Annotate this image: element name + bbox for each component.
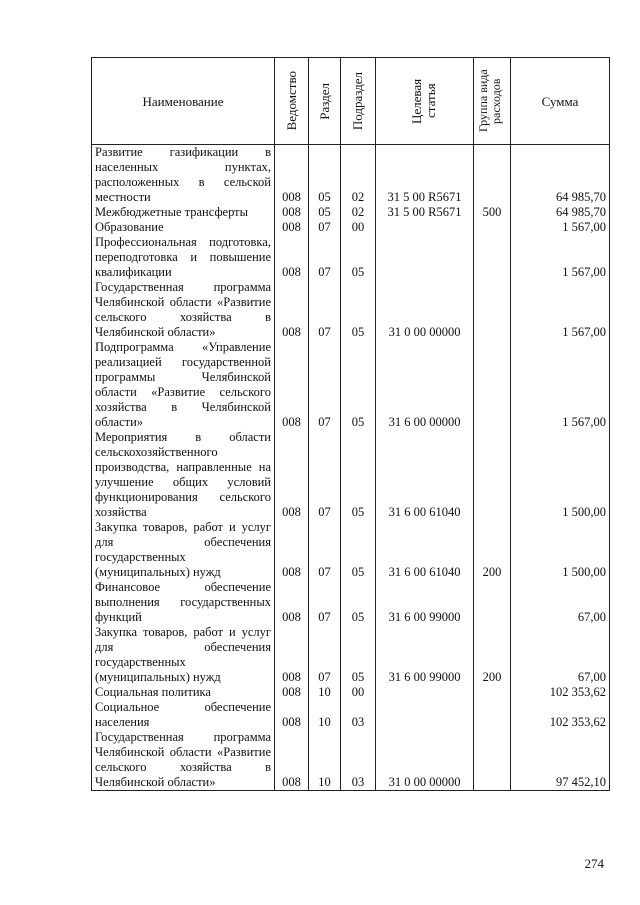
row-celevaya: 31 0 00 00000 [376, 730, 474, 791]
row-podrazdel: 02 [341, 145, 376, 206]
row-name: Закупка товаров, работ и услуг для обеспечения государственных (муниципальных) нужд [92, 625, 275, 685]
row-name: Государственная программа Челябинской области «Развитие сельского хозяйства в Челябинской области» [92, 730, 275, 791]
row-celevaya: 31 6 00 61040 [376, 520, 474, 580]
header-razdel-label: Раздел [316, 82, 332, 120]
row-gruppa [474, 580, 511, 625]
row-celevaya: 31 6 00 00000 [376, 340, 474, 430]
row-celevaya [376, 700, 474, 730]
table-header [92, 58, 610, 145]
row-podrazdel: 05 [341, 280, 376, 340]
row-gruppa [474, 685, 511, 700]
row-summa: 1 567,00 [511, 280, 610, 340]
row-podrazdel: 03 [341, 730, 376, 791]
header-vedomstvo [275, 58, 309, 145]
row-razdel: 05 [309, 145, 341, 206]
row-podrazdel: 05 [341, 235, 376, 280]
row-razdel: 05 [309, 205, 341, 220]
table-row [92, 220, 610, 235]
table-body [92, 145, 610, 791]
header-celevaya [376, 58, 474, 145]
header-summa [511, 58, 610, 145]
row-vedomstvo: 008 [275, 685, 309, 700]
row-razdel: 07 [309, 340, 341, 430]
row-vedomstvo: 008 [275, 235, 309, 280]
row-name: Межбюджетные трансферты [92, 205, 275, 220]
row-vedomstvo: 008 [275, 145, 309, 206]
row-summa: 1 567,00 [511, 220, 610, 235]
row-summa: 1 567,00 [511, 340, 610, 430]
header-vedomstvo-label: Ведомство [283, 71, 299, 131]
row-celevaya: 31 5 00 R5671 [376, 205, 474, 220]
header-podrazdel-label: Подраздел [350, 71, 365, 131]
table-row [92, 625, 610, 685]
row-podrazdel: 00 [341, 685, 376, 700]
row-razdel: 07 [309, 220, 341, 235]
row-gruppa [474, 145, 511, 206]
table-row [92, 235, 610, 280]
row-name: Социальная политика [92, 685, 275, 700]
row-vedomstvo: 008 [275, 340, 309, 430]
row-podrazdel: 05 [341, 625, 376, 685]
row-celevaya: 31 6 00 61040 [376, 430, 474, 520]
row-summa: 67,00 [511, 580, 610, 625]
row-summa: 97 452,10 [511, 730, 610, 791]
row-vedomstvo: 008 [275, 220, 309, 235]
row-vedomstvo: 008 [275, 580, 309, 625]
row-razdel: 07 [309, 430, 341, 520]
row-summa: 102 353,62 [511, 685, 610, 700]
header-name [92, 58, 275, 145]
row-celevaya [376, 685, 474, 700]
row-celevaya: 31 5 00 R5671 [376, 145, 474, 206]
row-summa: 1 500,00 [511, 430, 610, 520]
table-row [92, 730, 610, 791]
row-podrazdel: 03 [341, 700, 376, 730]
row-podrazdel: 05 [341, 520, 376, 580]
row-razdel: 07 [309, 235, 341, 280]
row-razdel: 07 [309, 280, 341, 340]
header-razdel [309, 58, 341, 145]
row-celevaya: 31 6 00 99000 [376, 580, 474, 625]
row-summa: 102 353,62 [511, 700, 610, 730]
row-podrazdel: 02 [341, 205, 376, 220]
table-row [92, 700, 610, 730]
table-row [92, 430, 610, 520]
row-razdel: 10 [309, 685, 341, 700]
row-podrazdel: 00 [341, 220, 376, 235]
header-podrazdel [341, 58, 376, 145]
row-summa: 1 567,00 [511, 235, 610, 280]
row-gruppa: 200 [474, 520, 511, 580]
row-name: Закупка товаров, работ и услуг для обеспечения государственных (муниципальных) нужд [92, 520, 275, 580]
header-celevaya-label: Целевая статья [408, 78, 438, 124]
row-vedomstvo: 008 [275, 625, 309, 685]
row-podrazdel: 05 [341, 430, 376, 520]
row-summa: 64 985,70 [511, 145, 610, 206]
table-row [92, 145, 610, 206]
row-name: Развитие газификации в населенных пунктах, расположенных в сельской местности [92, 145, 275, 206]
table-row [92, 340, 610, 430]
row-razdel: 07 [309, 520, 341, 580]
row-name: Мероприятия в области сельскохозяйственного производства, направленные на улучшение общих условий функционирования сельского хозяйства [92, 430, 275, 520]
row-celevaya [376, 235, 474, 280]
row-vedomstvo: 008 [275, 730, 309, 791]
row-vedomstvo: 008 [275, 520, 309, 580]
table-row [92, 520, 610, 580]
row-name: Финансовое обеспечение выполнения государственных функций [92, 580, 275, 625]
row-podrazdel: 05 [341, 580, 376, 625]
row-vedomstvo: 008 [275, 205, 309, 220]
row-gruppa [474, 730, 511, 791]
row-gruppa [474, 280, 511, 340]
row-razdel: 10 [309, 730, 341, 791]
page-number: 274 [584, 856, 604, 871]
row-gruppa [474, 235, 511, 280]
row-celevaya [376, 220, 474, 235]
row-gruppa [474, 220, 511, 235]
header-summa-label: Сумма [541, 93, 579, 109]
table-row [92, 205, 610, 220]
row-summa: 64 985,70 [511, 205, 610, 220]
table-row [92, 280, 610, 340]
row-gruppa [474, 430, 511, 520]
row-name: Профессиональная подготовка, переподготовка и повышение квалификации [92, 235, 275, 280]
row-vedomstvo: 008 [275, 430, 309, 520]
row-name: Государственная программа Челябинской области «Развитие сельского хозяйства в Челябинской области» [92, 280, 275, 340]
row-razdel: 07 [309, 580, 341, 625]
row-gruppa: 200 [474, 625, 511, 685]
row-summa: 67,00 [511, 625, 610, 685]
header-gruppa [474, 58, 511, 145]
row-razdel: 07 [309, 625, 341, 685]
row-vedomstvo: 008 [275, 700, 309, 730]
row-summa: 1 500,00 [511, 520, 610, 580]
table-row [92, 685, 610, 700]
row-gruppa: 500 [474, 205, 511, 220]
row-gruppa [474, 700, 511, 730]
row-celevaya: 31 0 00 00000 [376, 280, 474, 340]
row-gruppa [474, 340, 511, 430]
header-gruppa-label: Группа вида расходов [476, 69, 503, 133]
row-vedomstvo: 008 [275, 280, 309, 340]
budget-table [91, 57, 610, 791]
header-name-label: Наименование [142, 93, 224, 109]
row-name: Социальное обеспечение населения [92, 700, 275, 730]
row-name: Образование [92, 220, 275, 235]
row-name: Подпрограмма «Управление реализацией государственной программы Челябинской области «Развитие сельского хозяйства в Челябинской области» [92, 340, 275, 430]
row-podrazdel: 05 [341, 340, 376, 430]
table-row [92, 580, 610, 625]
row-razdel: 10 [309, 700, 341, 730]
row-celevaya: 31 6 00 99000 [376, 625, 474, 685]
